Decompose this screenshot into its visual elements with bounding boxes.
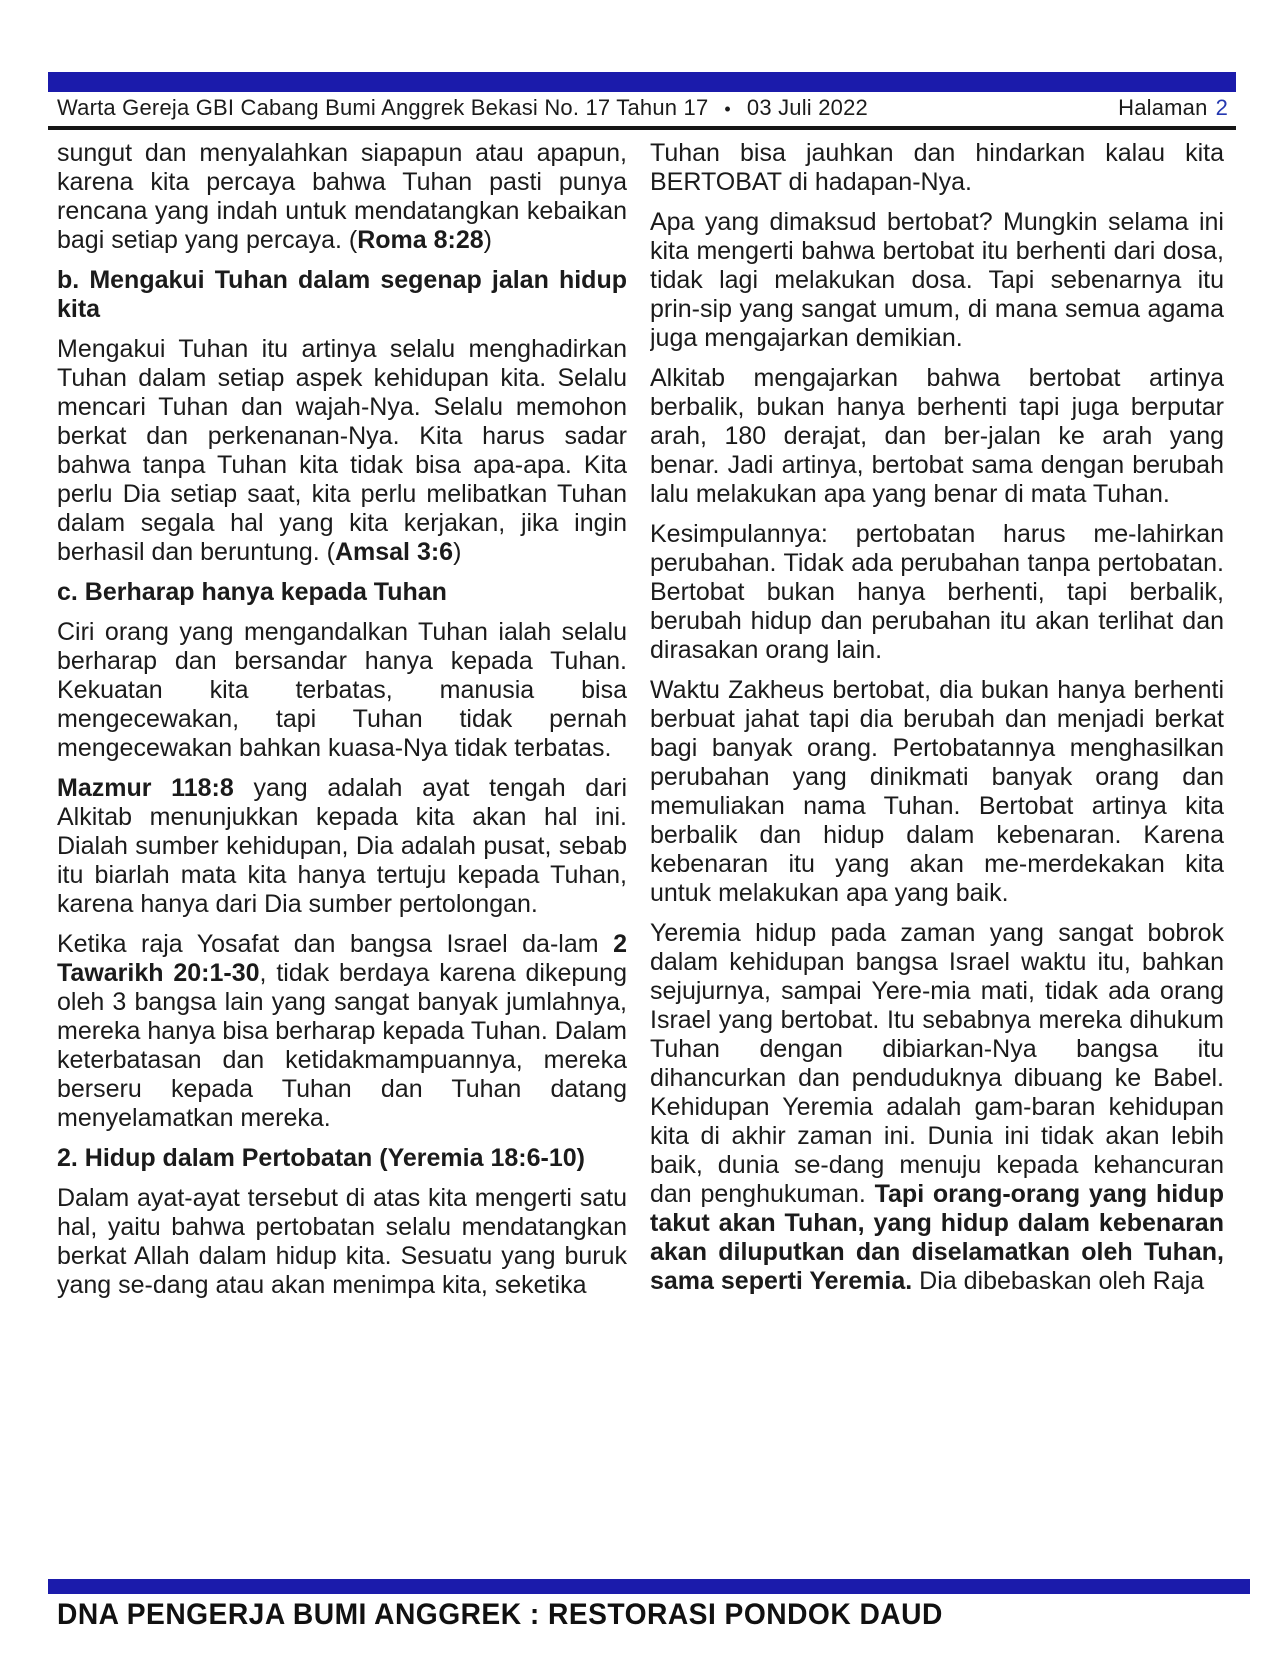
body-paragraph: Waktu Zakheus bertobat, dia bukan hanya berhenti berbuat jahat tapi dia berubah dan menjadi berkat bagi banyak orang. Pertobatannya menghasilkan perubahan yang dinikmati banyak orang dan memuliakan nama Tuhan. Bertobat artinya kita berbalik dan hidup dalam kebenaran. Karena kebenaran itu yang akan me-merdekakan kita untuk melakukan apa yang baik. xyxy=(650,676,1224,907)
body-paragraph: Apa yang dimaksud bertobat? Mungkin selama ini kita mengerti bahwa bertobat itu berhenti dari dosa, tidak lagi melakukan dosa. Tapi sebenarnya itu prin-sip yang sangat umum, di mana semua agama juga mengajarkan demikian. xyxy=(650,208,1224,352)
body-paragraph: Dalam ayat-ayat tersebut di atas kita mengerti satu hal, yaitu bahwa pertobatan selalu mendatangkan berkat Allah dalam hidup kita. Sesuatu yang buruk yang se-dang atau akan menimpa kita, seketika xyxy=(57,1184,627,1299)
masthead-right xyxy=(1118,95,1228,121)
right-column xyxy=(650,139,1224,1573)
header-rule xyxy=(48,126,1236,130)
body-paragraph: Mengakui Tuhan itu artinya selalu menghadirkan Tuhan dalam setiap aspek kehidupan kita. Selalu mencari Tuhan dan wajah-Nya. Selalu memohon berkat dan perkenanan-Nya. Kita harus sadar bahwa tanpa Tuhan kita tidak bisa apa-apa. Kita perlu Dia setiap saat, kita perlu melibatkan Tuhan dalam segala hal yang kita kerjakan, jika ingin berhasil dan beruntung. (Amsal 3:6) xyxy=(57,335,627,566)
body-paragraph: Kesimpulannya: pertobatan harus me-lahirkan perubahan. Tidak ada perubahan tanpa pertobatan. Bertobat bukan hanya berhenti, tapi berbalik, berubah hidup dan perubahan itu akan terlihat dan dirasakan orang lain. xyxy=(650,520,1224,664)
issue-date: 03 Juli 2022 xyxy=(746,95,868,120)
body-paragraph: Ciri orang yang mengandalkan Tuhan ialah selalu berharap dan bersandar hanya kepada Tuhan. Kekuatan kita terbatas, manusia bisa mengecewakan, tapi Tuhan tidak pernah mengecewakan bahkan kuasa-Nya tidak terbatas. xyxy=(57,618,627,762)
body-paragraph: Mazmur 118:8 yang adalah ayat tengah dari Alkitab menunjukkan kepada kita akan hal ini. Dialah sumber kehidupan, Dia adalah pusat, sebab itu biarlah mata kita hanya tertuju kepada Tuhan, karena hanya dari Dia sumber pertolongan. xyxy=(57,774,627,918)
page-label: Halaman xyxy=(1118,95,1208,120)
bullet-separator-icon: • xyxy=(724,99,731,119)
footer-text: DNA PENGERJA BUMI ANGGREK : RESTORASI PONDOK DAUD xyxy=(57,1598,943,1631)
section-heading: b. Mengakui Tuhan dalam segenap jalan hidup kita xyxy=(57,266,627,323)
newsletter-title: Warta Gereja GBI Cabang Bumi Anggrek Bekasi No. 17 Tahun 17 xyxy=(57,95,709,120)
body-paragraph: Alkitab mengajarkan bahwa bertobat artinya berbalik, bukan hanya berhenti tapi juga berputar arah, 180 derajat, dan ber-jalan ke arah yang benar. Jadi artinya, bertobat sama dengan berubah lalu melakukan apa yang benar di mata Tuhan. xyxy=(650,364,1224,508)
masthead-left xyxy=(57,95,868,121)
section-heading: 2. Hidup dalam Pertobatan (Yeremia 18:6-10) xyxy=(57,1144,585,1172)
left-column xyxy=(57,139,627,1573)
body-paragraph: Ketika raja Yosafat dan bangsa Israel da-lam 2 Tawarikh 20:1-30, tidak berdaya karena dikepung oleh 3 bangsa lain yang sangat banyak jumlahnya, mereka hanya bisa berharap kepada Tuhan. Dalam keterbatasan dan ketidakmampuannya, mereka berseru kepada Tuhan dan Tuhan datang menyelamatkan mereka. xyxy=(57,930,627,1132)
footer-accent-bar xyxy=(48,1579,1250,1594)
page-number: 2 xyxy=(1215,95,1228,120)
body-paragraph: Tuhan bisa jauhkan dan hindarkan kalau kita BERTOBAT di hadapan-Nya. xyxy=(650,139,1224,196)
section-heading: c. Berharap hanya kepada Tuhan xyxy=(57,578,447,606)
header-accent-bar xyxy=(48,72,1236,92)
masthead xyxy=(57,95,1228,121)
article-body xyxy=(57,139,1224,1573)
body-paragraph: Yeremia hidup pada zaman yang sangat bobrok dalam kehidupan bangsa Israel waktu itu, bahkan sejujurnya, sampai Yere-mia mati, tidak ada orang Israel yang bertobat. Itu sebabnya mereka dihukum Tuhan dengan dibiarkan-Nya bangsa itu dihancurkan dan penduduknya dibuang ke Babel. Kehidupan Yeremia adalah gam-baran kehidupan kita di akhir zaman ini. Dunia ini tidak akan lebih baik, dunia se-dang menuju kepada kehancuran dan penghukuman. Tapi orang-orang yang hidup takut akan Tuhan, yang hidup dalam kebenaran akan diluputkan dan diselamatkan oleh Tuhan, sama seperti Yeremia. Dia dibebaskan oleh Raja xyxy=(650,919,1224,1295)
body-paragraph: sungut dan menyalahkan siapapun atau apapun, karena kita percaya bahwa Tuhan pasti punya rencana yang indah untuk mendatangkan kebaikan bagi setiap yang percaya. (Roma 8:28) xyxy=(57,139,627,254)
